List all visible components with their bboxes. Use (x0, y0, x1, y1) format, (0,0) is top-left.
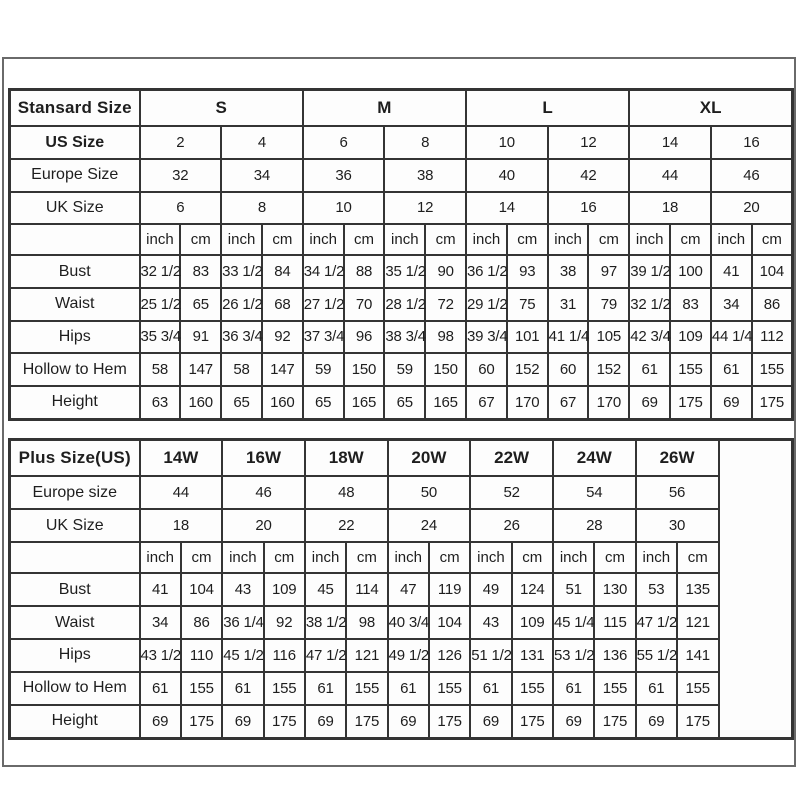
measure-value-cell: 83 (670, 288, 711, 321)
measure-value-cell: 41 (711, 255, 752, 288)
measure-value-cell: 109 (512, 606, 553, 639)
size-header-cell: 20W (388, 440, 471, 477)
row-label-cell: Hollow to Hem (10, 353, 140, 386)
measure-value-cell: 109 (264, 573, 305, 606)
unit-cell: cm (429, 542, 470, 573)
size-value-cell: 18 (629, 192, 711, 225)
measure-value-cell: 175 (670, 386, 711, 420)
measure-value-cell: 101 (507, 321, 548, 354)
unit-cell: cm (181, 542, 222, 573)
size-value-cell: 52 (470, 476, 553, 509)
measure-value-cell: 34 (140, 606, 181, 639)
measure-value-cell: 165 (344, 386, 385, 420)
measure-value-cell: 93 (507, 255, 548, 288)
measure-value-cell: 37 3/4 (303, 321, 344, 354)
size-value-cell: 14 (466, 192, 548, 225)
size-value-cell: 30 (636, 509, 719, 542)
measure-value-cell: 67 (548, 386, 589, 420)
measure-value-cell: 109 (670, 321, 711, 354)
size-value-cell: 46 (711, 159, 793, 192)
measure-value-cell: 65 (384, 386, 425, 420)
unit-cell: cm (264, 542, 305, 573)
size-header-cell: 26W (636, 440, 719, 477)
measure-value-cell: 26 1/2 (221, 288, 262, 321)
measure-value-cell: 61 (388, 672, 429, 705)
measure-value-cell: 72 (425, 288, 466, 321)
measure-value-cell: 38 1/2 (305, 606, 346, 639)
size-value-cell: 12 (548, 126, 630, 159)
measure-value-cell: 61 (629, 353, 670, 386)
measure-value-cell: 135 (677, 573, 719, 606)
measure-value-cell: 61 (636, 672, 677, 705)
measure-value-cell: 91 (180, 321, 221, 354)
unit-cell: inch (553, 542, 594, 573)
measure-value-cell: 155 (429, 672, 470, 705)
unit-cell: inch (470, 542, 511, 573)
measure-value-cell: 100 (670, 255, 711, 288)
measure-value-cell: 175 (752, 386, 793, 420)
measure-value-cell: 33 1/2 (221, 255, 262, 288)
size-value-cell: 24 (388, 509, 471, 542)
measure-value-cell: 155 (594, 672, 635, 705)
size-value-cell: 38 (384, 159, 466, 192)
unit-cell: cm (677, 542, 719, 573)
size-value-cell: 12 (384, 192, 466, 225)
unit-cell: inch (140, 542, 181, 573)
measure-value-cell: 42 3/4 (629, 321, 670, 354)
measure-value-cell: 69 (711, 386, 752, 420)
measure-value-cell: 69 (305, 705, 346, 739)
size-value-cell: 16 (711, 126, 793, 159)
measure-value-cell: 175 (677, 705, 719, 739)
measure-value-cell: 155 (181, 672, 222, 705)
measure-value-cell: 141 (677, 639, 719, 672)
size-header-cell: 22W (470, 440, 553, 477)
size-header-cell: L (466, 90, 629, 127)
unit-cell: cm (752, 224, 793, 255)
measure-value-cell: 69 (629, 386, 670, 420)
size-value-cell: 6 (140, 192, 222, 225)
measure-value-cell: 147 (180, 353, 221, 386)
size-value-cell: 28 (553, 509, 636, 542)
size-value-cell: 6 (303, 126, 385, 159)
size-value-cell: 20 (222, 509, 305, 542)
measure-value-cell: 152 (507, 353, 548, 386)
unit-cell: inch (636, 542, 677, 573)
measure-value-cell: 47 1/2 (636, 606, 677, 639)
unit-cell: cm (594, 542, 635, 573)
unit-cell: cm (180, 224, 221, 255)
measure-value-cell: 32 1/2 (629, 288, 670, 321)
unit-cell: inch (711, 224, 752, 255)
measure-value-cell: 53 1/2 (553, 639, 594, 672)
measure-value-cell: 61 (553, 672, 594, 705)
measure-value-cell: 155 (512, 672, 553, 705)
measure-value-cell: 69 (553, 705, 594, 739)
measure-value-cell: 53 (636, 573, 677, 606)
measure-value-cell: 32 1/2 (140, 255, 181, 288)
size-value-cell: 50 (388, 476, 471, 509)
size-header-cell: 14W (140, 440, 223, 477)
measure-value-cell: 115 (594, 606, 635, 639)
unit-row-spacer-cell (10, 224, 140, 255)
measure-value-cell: 79 (588, 288, 629, 321)
size-header-cell: 16W (222, 440, 305, 477)
measure-value-cell: 55 1/2 (636, 639, 677, 672)
size-value-cell: 56 (636, 476, 719, 509)
measure-value-cell: 61 (140, 672, 181, 705)
size-value-cell: 14 (629, 126, 711, 159)
size-value-cell: 18 (140, 509, 223, 542)
measure-value-cell: 88 (344, 255, 385, 288)
row-label-cell: Height (10, 705, 140, 739)
size-value-cell: 46 (222, 476, 305, 509)
measure-value-cell: 69 (222, 705, 263, 739)
size-value-cell: 48 (305, 476, 388, 509)
measure-value-cell: 34 1/2 (303, 255, 344, 288)
measure-value-cell: 86 (181, 606, 222, 639)
measure-value-cell: 131 (512, 639, 553, 672)
row-label-cell: Hips (10, 639, 140, 672)
row-label-cell: UK Size (10, 509, 140, 542)
measure-value-cell: 69 (388, 705, 429, 739)
measure-value-cell: 47 1/2 (305, 639, 346, 672)
measure-value-cell: 147 (262, 353, 303, 386)
unit-cell: cm (346, 542, 387, 573)
measure-value-cell: 59 (303, 353, 344, 386)
measure-value-cell: 98 (425, 321, 466, 354)
unit-cell: inch (548, 224, 589, 255)
measure-value-cell: 98 (346, 606, 387, 639)
size-value-cell: 16 (548, 192, 630, 225)
measure-value-cell: 58 (221, 353, 262, 386)
measure-value-cell: 114 (346, 573, 387, 606)
unit-cell: inch (140, 224, 181, 255)
measure-value-cell: 61 (711, 353, 752, 386)
measure-value-cell: 65 (303, 386, 344, 420)
measure-value-cell: 84 (262, 255, 303, 288)
unit-cell: inch (221, 224, 262, 255)
measure-value-cell: 68 (262, 288, 303, 321)
row-label-cell: US Size (10, 126, 140, 159)
measure-value-cell: 116 (264, 639, 305, 672)
measure-value-cell: 44 1/4 (711, 321, 752, 354)
measure-value-cell: 170 (507, 386, 548, 420)
measure-value-cell: 60 (548, 353, 589, 386)
measure-value-cell: 112 (752, 321, 793, 354)
measure-value-cell: 170 (588, 386, 629, 420)
measure-value-cell: 25 1/2 (140, 288, 181, 321)
row-label-cell: Waist (10, 606, 140, 639)
unit-cell: inch (222, 542, 263, 573)
measure-value-cell: 175 (512, 705, 553, 739)
measure-value-cell: 75 (507, 288, 548, 321)
measure-value-cell: 92 (262, 321, 303, 354)
measure-value-cell: 51 (553, 573, 594, 606)
size-value-cell: 40 (466, 159, 548, 192)
table-title-cell: Plus Size(US) (10, 440, 140, 477)
measure-value-cell: 130 (594, 573, 635, 606)
measure-value-cell: 28 1/2 (384, 288, 425, 321)
measure-value-cell: 136 (594, 639, 635, 672)
unit-cell: cm (262, 224, 303, 255)
measure-value-cell: 69 (470, 705, 511, 739)
measure-value-cell: 61 (470, 672, 511, 705)
size-value-cell: 2 (140, 126, 222, 159)
plus-size-table (8, 438, 794, 740)
row-label-cell: Waist (10, 288, 140, 321)
size-value-cell: 20 (711, 192, 793, 225)
size-header-cell: XL (629, 90, 792, 127)
size-header-cell: 18W (305, 440, 388, 477)
measure-value-cell: 150 (344, 353, 385, 386)
row-label-cell: Europe Size (10, 159, 140, 192)
measure-value-cell: 36 1/4 (222, 606, 263, 639)
unit-cell: cm (344, 224, 385, 255)
measure-value-cell: 40 3/4 (388, 606, 429, 639)
measure-value-cell: 160 (262, 386, 303, 420)
unit-cell: cm (670, 224, 711, 255)
measure-value-cell: 43 (470, 606, 511, 639)
measure-value-cell: 49 (470, 573, 511, 606)
measure-value-cell: 175 (429, 705, 470, 739)
size-value-cell: 22 (305, 509, 388, 542)
measure-value-cell: 65 (221, 386, 262, 420)
size-value-cell: 34 (221, 159, 303, 192)
unit-cell: inch (388, 542, 429, 573)
measure-value-cell: 175 (264, 705, 305, 739)
measure-value-cell: 110 (181, 639, 222, 672)
row-label-cell: Hips (10, 321, 140, 354)
measure-value-cell: 175 (594, 705, 635, 739)
measure-value-cell: 105 (588, 321, 629, 354)
measure-value-cell: 126 (429, 639, 470, 672)
measure-value-cell: 121 (677, 606, 719, 639)
measure-value-cell: 152 (588, 353, 629, 386)
measure-value-cell: 45 (305, 573, 346, 606)
measure-value-cell: 155 (677, 672, 719, 705)
measure-value-cell: 104 (181, 573, 222, 606)
measure-value-cell: 69 (636, 705, 677, 739)
measure-value-cell: 175 (181, 705, 222, 739)
measure-value-cell: 39 3/4 (466, 321, 507, 354)
size-value-cell: 44 (629, 159, 711, 192)
measure-value-cell: 38 (548, 255, 589, 288)
row-label-cell: Hollow to Hem (10, 672, 140, 705)
measure-value-cell: 104 (429, 606, 470, 639)
measure-value-cell: 155 (346, 672, 387, 705)
measure-value-cell: 124 (512, 573, 553, 606)
measure-value-cell: 67 (466, 386, 507, 420)
measure-value-cell: 36 1/2 (466, 255, 507, 288)
measure-value-cell: 45 1/2 (222, 639, 263, 672)
measure-value-cell: 60 (466, 353, 507, 386)
measure-value-cell: 45 1/4 (553, 606, 594, 639)
empty-cell (719, 440, 793, 739)
measure-value-cell: 39 1/2 (629, 255, 670, 288)
unit-cell: cm (512, 542, 553, 573)
measure-value-cell: 58 (140, 353, 181, 386)
measure-value-cell: 160 (180, 386, 221, 420)
measure-value-cell: 97 (588, 255, 629, 288)
unit-cell: cm (588, 224, 629, 255)
measure-value-cell: 70 (344, 288, 385, 321)
unit-row-spacer-cell (10, 542, 140, 573)
measure-value-cell: 27 1/2 (303, 288, 344, 321)
unit-cell: cm (507, 224, 548, 255)
measure-value-cell: 92 (264, 606, 305, 639)
unit-cell: inch (305, 542, 346, 573)
row-label-cell: Bust (10, 573, 140, 606)
measure-value-cell: 51 1/2 (470, 639, 511, 672)
unit-cell: inch (629, 224, 670, 255)
measure-value-cell: 165 (425, 386, 466, 420)
table-title-cell: Stansard Size (10, 90, 140, 127)
size-value-cell: 26 (470, 509, 553, 542)
measure-value-cell: 41 1/4 (548, 321, 589, 354)
unit-cell: inch (303, 224, 344, 255)
unit-cell: inch (384, 224, 425, 255)
measure-value-cell: 155 (264, 672, 305, 705)
measure-value-cell: 34 (711, 288, 752, 321)
measure-value-cell: 86 (752, 288, 793, 321)
row-label-cell: Europe size (10, 476, 140, 509)
size-header-cell: 24W (553, 440, 636, 477)
measure-value-cell: 61 (222, 672, 263, 705)
measure-value-cell: 155 (670, 353, 711, 386)
measure-value-cell: 59 (384, 353, 425, 386)
size-value-cell: 54 (553, 476, 636, 509)
measure-value-cell: 43 1/2 (140, 639, 181, 672)
size-value-cell: 4 (221, 126, 303, 159)
measure-value-cell: 49 1/2 (388, 639, 429, 672)
measure-value-cell: 38 3/4 (384, 321, 425, 354)
measure-value-cell: 47 (388, 573, 429, 606)
measure-value-cell: 121 (346, 639, 387, 672)
measure-value-cell: 155 (752, 353, 793, 386)
measure-value-cell: 41 (140, 573, 181, 606)
size-value-cell: 10 (303, 192, 385, 225)
size-value-cell: 10 (466, 126, 548, 159)
measure-value-cell: 69 (140, 705, 181, 739)
measure-value-cell: 175 (346, 705, 387, 739)
unit-cell: cm (425, 224, 466, 255)
row-label-cell: UK Size (10, 192, 140, 225)
measure-value-cell: 104 (752, 255, 793, 288)
size-value-cell: 44 (140, 476, 223, 509)
measure-value-cell: 31 (548, 288, 589, 321)
measure-value-cell: 63 (140, 386, 181, 420)
measure-value-cell: 61 (305, 672, 346, 705)
size-value-cell: 8 (221, 192, 303, 225)
unit-cell: inch (466, 224, 507, 255)
measure-value-cell: 83 (180, 255, 221, 288)
size-value-cell: 8 (384, 126, 466, 159)
measure-value-cell: 150 (425, 353, 466, 386)
measure-value-cell: 119 (429, 573, 470, 606)
measure-value-cell: 29 1/2 (466, 288, 507, 321)
row-label-cell: Height (10, 386, 140, 420)
measure-value-cell: 65 (180, 288, 221, 321)
measure-value-cell: 96 (344, 321, 385, 354)
measure-value-cell: 36 3/4 (221, 321, 262, 354)
size-value-cell: 36 (303, 159, 385, 192)
size-value-cell: 32 (140, 159, 222, 192)
measure-value-cell: 90 (425, 255, 466, 288)
measure-value-cell: 35 3/4 (140, 321, 181, 354)
measure-value-cell: 35 1/2 (384, 255, 425, 288)
standard-size-table (8, 88, 794, 421)
size-header-cell: M (303, 90, 466, 127)
row-label-cell: Bust (10, 255, 140, 288)
size-header-cell: S (140, 90, 303, 127)
measure-value-cell: 43 (222, 573, 263, 606)
size-value-cell: 42 (548, 159, 630, 192)
